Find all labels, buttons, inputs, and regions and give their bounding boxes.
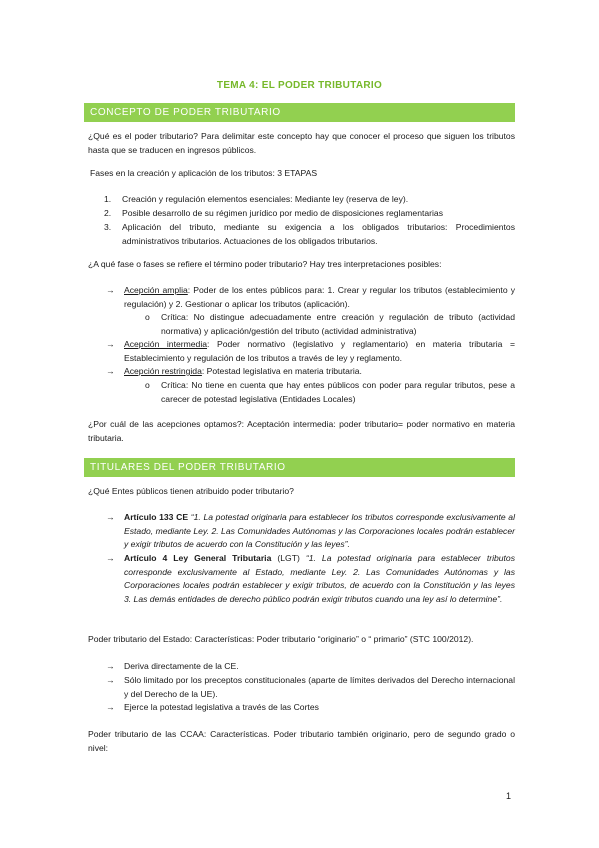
estado-item: Ejerce la potestad legislativa a través de las Cortes [124, 702, 319, 712]
arrow-icon: → [106, 285, 115, 295]
fase-item: Creación y regulación elementos esenciales: Mediante ley (reserva de ley). [122, 194, 409, 204]
fase-number: 1. [104, 194, 112, 204]
fase-item: Posible desarrollo de su régimen jurídico por medio de disposiciones reglamentarias [122, 208, 444, 218]
arrow-icon: → [106, 553, 115, 563]
ccaa-paragraph: Poder tributario de las CCAA: Características. Poder tributario también originario, pero de segundo grado o nivel: [88, 729, 515, 753]
arrow-icon: → [106, 339, 115, 349]
acepcion-critica: Crítica: No tiene en cuenta que hay entes públicos con poder para regular tributos, pese a carecer de potestad legislativa (Entidades Locales) [161, 380, 515, 404]
arrow-icon: → [106, 366, 115, 376]
conclusion-paragraph: ¿Por cuál de las acepciones optamos?: Aceptación intermedia: poder tributario= poder normativo en materia tributaria. [88, 419, 515, 443]
fase-number: 3. [104, 222, 112, 232]
pregunta-acepciones: ¿A qué fase o fases se refiere el término poder tributario? Hay tres interpretaciones posibles: [88, 259, 442, 269]
acepcion-text: : Poder normativo (legislativo y reglamentario) en materia tributaria = Establecimiento y regulación de los tributos a través de ley y reglamento. [124, 339, 515, 363]
acepcion-restringida [124, 365, 515, 379]
fase-item: Aplicación del tributo, mediante su exigencia a los obligados tributarios: Procedimientos administrativos tributarios. Actuaciones de los obligados tributarios. [122, 222, 515, 246]
circle-bullet-icon: o [145, 380, 150, 390]
acepcion-amplia [124, 284, 515, 311]
circle-bullet-icon: o [145, 312, 150, 322]
acepcion-intermedia [124, 338, 515, 365]
intro-paragraph: ¿Qué es el poder tributario? Para delimitar este concepto hay que conocer el proceso que siguen los tributos hasta que se traducen en ingresos públicos. [88, 131, 515, 155]
articulo-133-ce [124, 511, 515, 552]
articulo-quote: “1. La potestad originaria para establecer tributos corresponde exclusivamente al Estado, mediante Ley. 2. Las Comunidades Autónomas y las Corporaciones locales podrán establecer y exigir tributos, de acuerdo con la Constitución y las leyes 3. Las demás entidades de derecho público podrán exigir tributos cuando una ley así lo determine”. [124, 553, 516, 604]
acepcion-term: Acepción restringida [124, 366, 202, 376]
acepcion-term: Acepción intermedia [124, 339, 208, 349]
arrow-icon: → [106, 512, 115, 522]
articulo-mid: (LGT) [271, 553, 306, 563]
acepcion-text: : Potestad legislativa en materia tributaria. [201, 366, 362, 376]
articulo-quote: “1. La potestad originaria para establecer los tributos corresponde exclusivamente al Estado, mediante Ley. 2. Las Comunidades Autónomas y las Corporaciones locales podrán establecer y exigir tributos de acuerdo con la Constitución y las leyes”. [124, 512, 515, 550]
pregunta-titulares: ¿Qué Entes públicos tienen atribuido poder tributario? [88, 486, 294, 496]
section-heading-concepto: CONCEPTO DE PODER TRIBUTARIO [84, 103, 515, 122]
acepcion-term: Acepción amplia [124, 285, 188, 295]
acepcion-critica: Crítica: No distingue adecuadamente entre creación y regulación de tributo (actividad normativa) y aplicación/gestión del tributo (actividad administrativa) [161, 312, 515, 336]
fases-title: Fases en la creación y aplicación de los tributos: 3 ETAPAS [90, 168, 318, 178]
arrow-icon: → [106, 702, 115, 712]
estado-item: Deriva directamente de la CE. [124, 661, 239, 671]
articulo-label: Artículo 133 CE [124, 512, 189, 522]
page-number: 1 [506, 791, 512, 801]
acepcion-text: : Poder de los entes públicos para: 1. Crear y regular los tributos (establecimiento y regulación) y 2. Gestionar o aplicar los tributos (aplicación). [124, 285, 516, 309]
section-heading-titulares: TITULARES DEL PODER TRIBUTARIO [84, 458, 515, 477]
estado-title: Poder tributario del Estado: Características: Poder tributario “originario” o “ primario” (STC 100/2012). [88, 634, 474, 644]
arrow-icon: → [106, 675, 115, 685]
articulo-label: Artículo 4 Ley General Tributaria [124, 553, 272, 563]
document-title: TEMA 4: EL PODER TRIBUTARIO [216, 80, 383, 91]
articulo-4-lgt [124, 552, 515, 606]
arrow-icon: → [106, 661, 115, 671]
estado-item: Sólo limitado por los preceptos constitucionales (aparte de límites derivados del Derecho internacional y del Derecho de la UE). [124, 675, 515, 699]
fase-number: 2. [104, 208, 112, 218]
